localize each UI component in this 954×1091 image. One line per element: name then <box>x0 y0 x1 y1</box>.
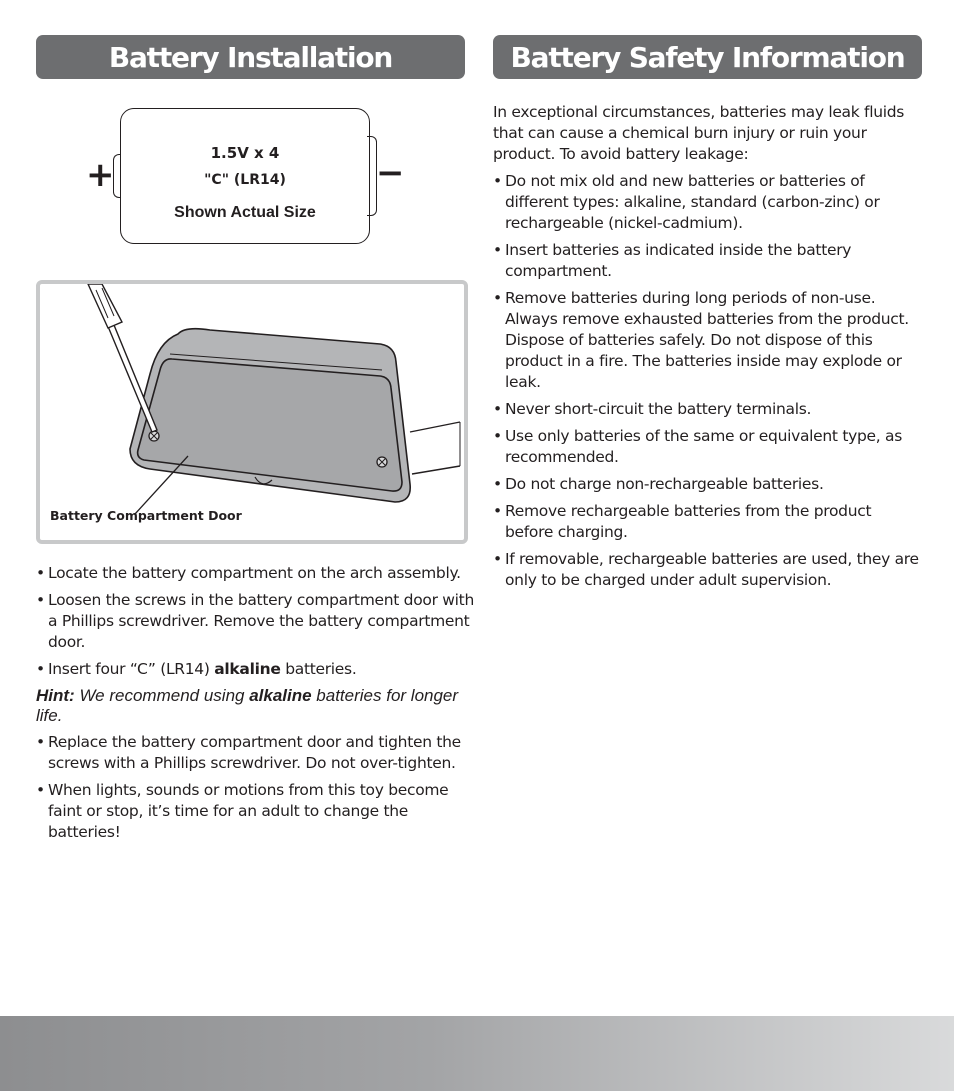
screwdriver-icon <box>88 284 157 432</box>
compartment-drawing <box>40 284 464 540</box>
hint-text: We recommend using <box>74 686 250 705</box>
installation-step: • Locate the battery compartment on the arch assembly. <box>36 563 476 584</box>
battery-type: "C" (LR14) <box>204 172 286 188</box>
battery-safety-title-text: Battery Safety Information <box>510 40 905 74</box>
battery-installation-title-text: Battery Installation <box>108 40 393 74</box>
safety-item: • Insert batteries as indicated inside the battery compartment. <box>493 240 923 282</box>
installation-step-list <box>36 563 476 680</box>
safety-item: • Never short-circuit the battery terminals. <box>493 399 923 420</box>
installation-step-text: Loosen the screws in the battery compartment door with a Phillips screwdriver. Remove the battery compartment door. <box>48 591 474 651</box>
footer-bar <box>0 1016 954 1091</box>
safety-information <box>493 102 923 597</box>
installation-step <box>36 590 476 653</box>
hint-text-end: batteries for longer life. <box>36 686 459 725</box>
screw-icon <box>149 431 159 441</box>
hint-emphasis: alkaline <box>249 686 312 705</box>
safety-item: • Use only batteries of the same or equivalent type, as recommended. <box>493 426 923 468</box>
hint-label: Hint: <box>36 686 75 705</box>
installation-instructions <box>36 563 476 849</box>
safety-item: • If removable, rechargeable batteries are used, they are only to be charged under adult supervision. <box>493 549 923 591</box>
battery-safety-title <box>493 35 922 79</box>
safety-item: • Remove batteries during long periods of non-use. Always remove exhausted batteries from the product. Dispose of batteries safely. Do not dispose of this product in a fire. The batteries inside may explode or leak. <box>493 288 923 393</box>
installation-step-text: Insert four “C” (LR14) <box>48 660 215 678</box>
alkaline-emphasis: alkaline <box>214 660 281 678</box>
installation-step-list-continued <box>36 732 476 843</box>
battery-voltage: 1.5V x 4 <box>210 144 280 162</box>
safety-list <box>493 171 923 591</box>
installation-step <box>36 659 476 680</box>
safety-item: • Do not mix old and new batteries or batteries of different types: alkaline, standard (carbon-zinc) or rechargeable (nickel-cadmium). <box>493 171 923 234</box>
battery-installation-title <box>36 35 465 79</box>
compartment-illustration <box>36 280 468 544</box>
safety-item: • Do not charge non-rechargeable batteries. <box>493 474 923 495</box>
installation-step: • When lights, sounds or motions from this toy become faint or stop, it’s time for an adult to change the batteries! <box>36 780 476 843</box>
safety-item: • Remove rechargeable batteries from the product before charging. <box>493 501 923 543</box>
plus-sign-icon: + <box>86 155 115 195</box>
battery-size-note: Shown Actual Size <box>174 204 316 221</box>
screw-icon <box>377 457 387 467</box>
safety-intro: In exceptional circumstances, batteries may leak fluids that can cause a chemical burn injury or ruin your product. To avoid battery leakage: <box>493 103 905 163</box>
installation-step: • Replace the battery compartment door and tighten the screws with a Phillips screwdriver. Do not over-tighten. <box>36 732 476 774</box>
hint-note <box>36 686 476 726</box>
minus-sign-icon: − <box>376 153 405 193</box>
compartment-door-caption: Battery Compartment Door <box>50 508 242 523</box>
installation-step-tail: batteries. <box>280 660 357 678</box>
